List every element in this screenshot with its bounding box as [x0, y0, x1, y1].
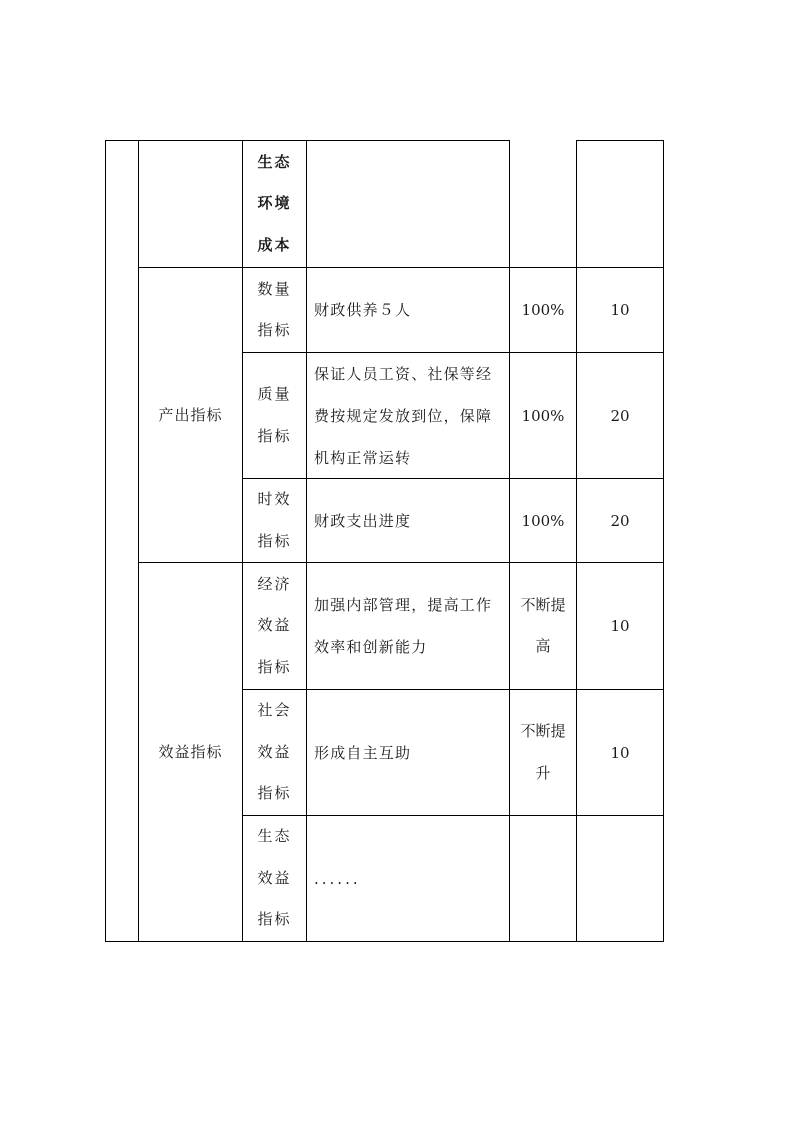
score-cell — [577, 353, 663, 478]
indicator-score: 10 — [610, 743, 630, 762]
level3-label-line: 指标 — [257, 321, 292, 339]
level3-cell-quantity — [243, 268, 306, 352]
indicator-description — [314, 584, 492, 668]
desc-cell — [314, 563, 509, 689]
indicator-value: 100% — [521, 301, 565, 319]
desc-cell — [314, 479, 509, 562]
level3-label-line: 生态 — [257, 827, 292, 846]
indicator-score: 10 — [610, 301, 630, 319]
level3-label-line: 效益 — [257, 616, 292, 635]
indicator-value — [520, 711, 565, 794]
level3-label-line: 指标 — [257, 657, 292, 676]
score-cell — [577, 479, 663, 562]
indicator-score: 20 — [610, 406, 630, 425]
level3-cell-quality — [243, 353, 306, 478]
table-border-top-left — [105, 140, 510, 141]
value-cell — [510, 353, 576, 478]
table-border-bottom — [105, 941, 664, 942]
level3-label-line: 经济 — [257, 574, 292, 593]
level3-label-line: 数量 — [257, 279, 292, 298]
value-line: 不断提 — [520, 595, 566, 614]
level3-label-line: 生态 — [257, 152, 292, 171]
value-line: 不断提 — [520, 722, 566, 740]
level3-label-line: 时效 — [257, 490, 292, 508]
table-border-right — [663, 140, 664, 942]
level3-cell-timeliness — [243, 479, 306, 562]
level2-cell-benefit — [139, 563, 242, 941]
level3-label-line: 社会 — [257, 701, 292, 720]
desc-cell — [314, 816, 509, 941]
table-border-top-right — [576, 140, 664, 141]
level3-label-line: 质量 — [257, 385, 292, 403]
level3-label-line: 效益 — [257, 868, 292, 887]
level3-label-line: 指标 — [257, 910, 292, 929]
indicator-score: 10 — [610, 617, 630, 635]
indicator-description — [314, 353, 492, 479]
score-cell — [577, 816, 663, 941]
score-cell — [577, 268, 663, 352]
value-cell — [510, 563, 576, 689]
indicator-value — [520, 585, 565, 668]
indicator-value: 100% — [521, 406, 565, 425]
level3-label-line: 指标 — [257, 784, 292, 803]
level3-cell-social — [243, 690, 306, 815]
level2-label: 效益指标 — [158, 743, 223, 761]
level3-label-line: 环境 — [257, 194, 292, 213]
value-cell — [510, 268, 576, 352]
desc-cell — [314, 690, 509, 815]
level3-cell-economic — [243, 563, 306, 689]
table-border-left — [105, 140, 106, 942]
desc-cell — [314, 268, 509, 352]
value-cell — [510, 816, 576, 941]
indicator-description: 形成自主互助 — [314, 743, 412, 762]
level3-label-line: 成本 — [257, 235, 292, 254]
level3-label-line: 指标 — [257, 531, 292, 550]
level2-cell-output — [139, 268, 242, 562]
value-cell — [510, 690, 576, 815]
description-line: 费按规定发放到位，保障 — [314, 406, 493, 425]
indicator-description: 财政支出进度 — [314, 511, 412, 530]
indicator-description: 财政供养５人 — [314, 301, 412, 319]
score-cell — [577, 690, 663, 815]
indicator-value: 100% — [521, 511, 565, 530]
value-cell — [510, 479, 576, 562]
level3-label-line: 效益 — [257, 742, 292, 761]
description-line: 保证人员工资、社保等经 — [314, 364, 493, 383]
level3-label-line: 指标 — [257, 426, 292, 445]
score-cell — [577, 563, 663, 689]
value-line: 升 — [535, 763, 551, 782]
level2-label: 产出指标 — [158, 406, 223, 424]
description-line: 机构正常运转 — [314, 448, 412, 467]
indicator-score: 20 — [610, 511, 630, 530]
value-line: 高 — [535, 637, 551, 655]
description-line: 效率和创新能力 — [314, 638, 428, 656]
indicator-description: ...... — [314, 869, 361, 888]
column-divider — [306, 140, 307, 942]
level3-cell-eco-env-cost — [243, 141, 306, 267]
description-line: 加强内部管理，提高工作 — [314, 596, 493, 614]
level3-cell-ecological — [243, 816, 306, 941]
desc-cell — [314, 353, 509, 478]
